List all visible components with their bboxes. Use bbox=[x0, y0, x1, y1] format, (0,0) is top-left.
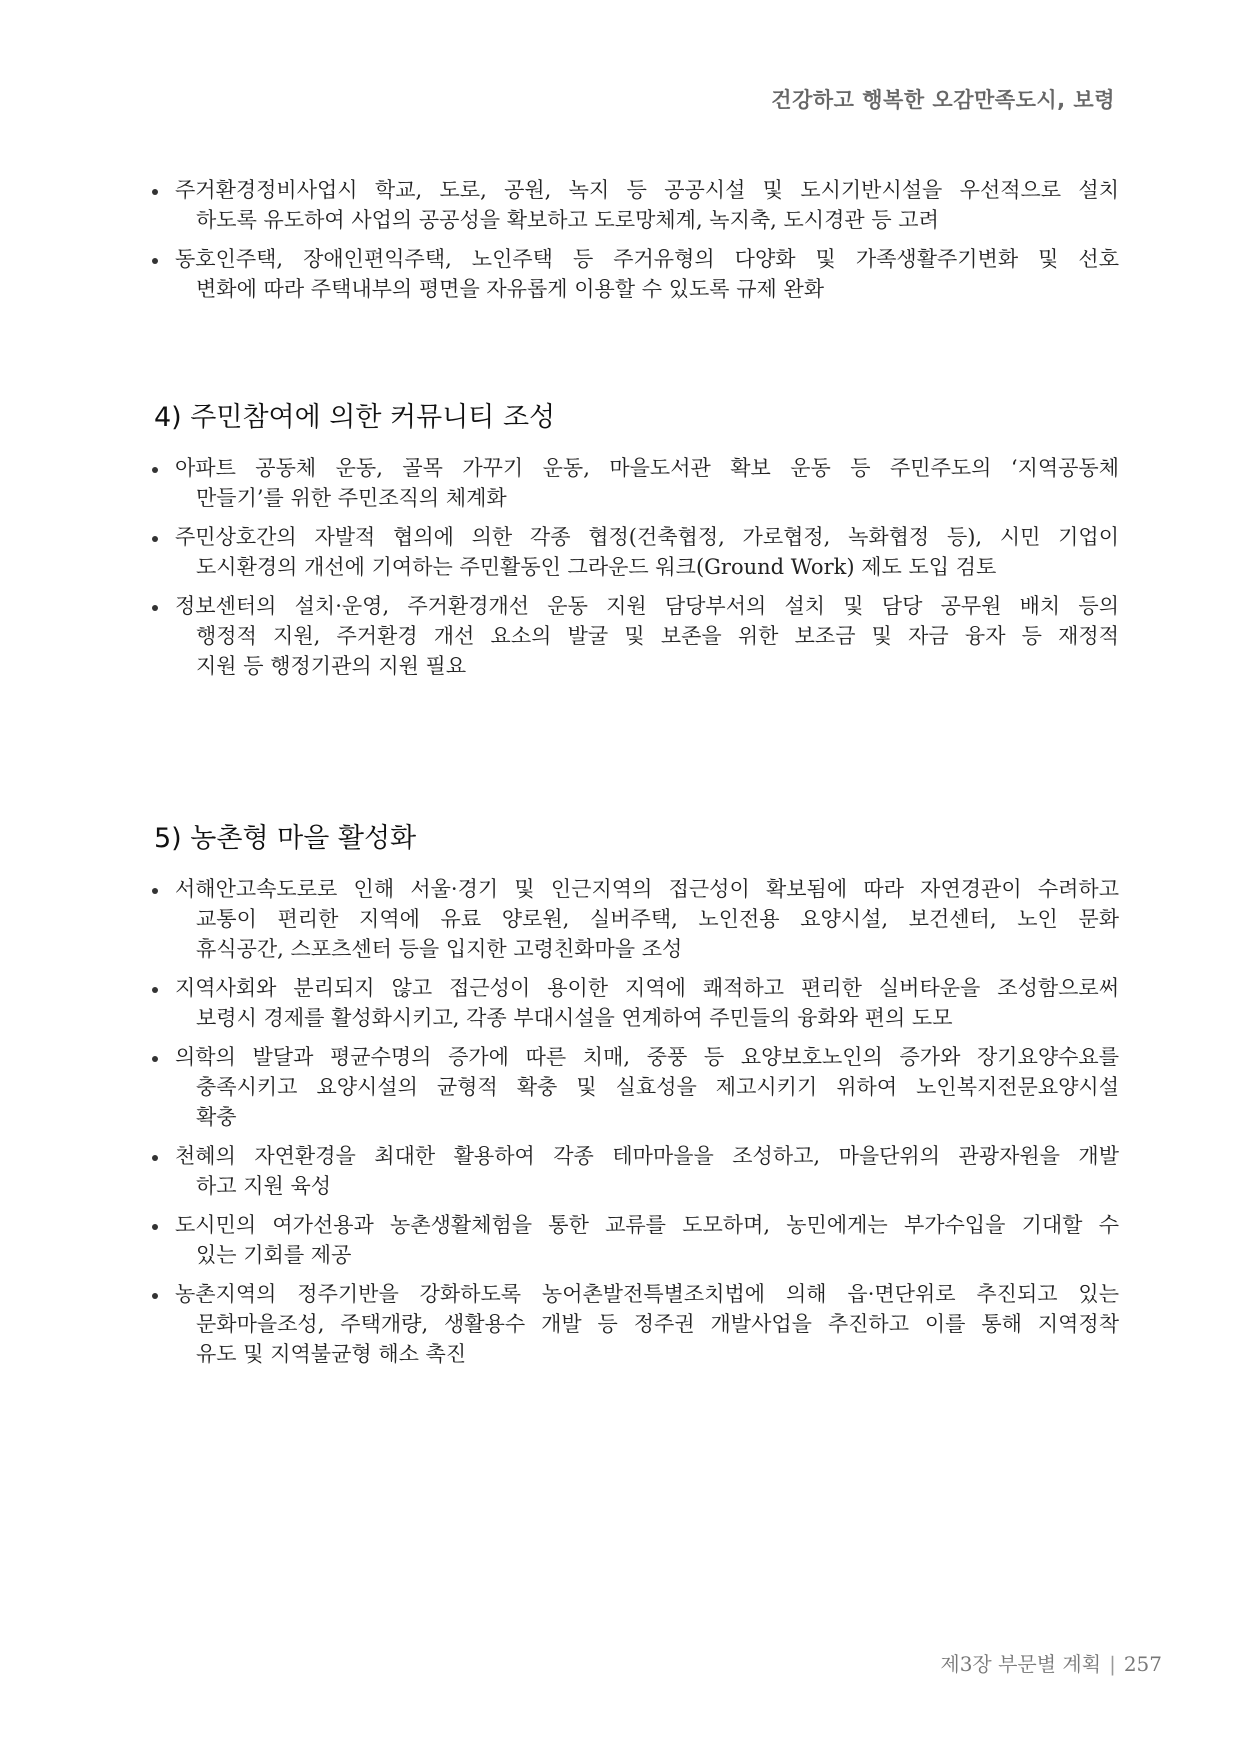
footer-chapter: 제3장 부문별 계획 bbox=[940, 1652, 1102, 1676]
list-item bbox=[175, 453, 1119, 513]
page-number: 257 bbox=[1123, 1652, 1162, 1676]
list-item bbox=[175, 522, 1119, 582]
list-item bbox=[175, 175, 1119, 235]
list-item-line: 의학의 발달과 평균수명의 증가에 따른 치매, 중풍 등 요양보호노인의 증가와 장기요양수요를 bbox=[175, 1045, 1119, 1069]
list-item-line: 아파트 공동체 운동, 골목 가꾸기 운동, 마을도서관 확보 운동 등 주민주도의 ‘지역공동체 bbox=[175, 456, 1119, 480]
list-item-line: 동호인주택, 장애인편익주택, 노인주택 등 주거유형의 다양화 및 가족생활주기변화 및 선호 bbox=[175, 247, 1119, 271]
list-item bbox=[175, 244, 1119, 304]
list-item-line: 충족시키고 요양시설의 균형적 확충 및 실효성을 제고시키기 위하여 노인복지전문요양시설 bbox=[196, 1075, 1119, 1099]
list-item-line: 주거환경정비사업시 학교, 도로, 공원, 녹지 등 공공시설 및 도시기반시설을 우선적으로 설치 bbox=[175, 178, 1119, 202]
footer-separator: | bbox=[1109, 1652, 1116, 1676]
list-item-line: 있는 기회를 제공 bbox=[196, 1243, 352, 1267]
bullet-icon bbox=[152, 1293, 158, 1299]
list-item-line: 변화에 따라 주택내부의 평면을 자유롭게 이용할 수 있도록 규제 완화 bbox=[196, 277, 825, 301]
bullet-icon bbox=[152, 987, 158, 993]
list-item-line: 행정적 지원, 주거환경 개선 요소의 발굴 및 보존을 위한 보조금 및 자금 융자 등 재정적 bbox=[196, 624, 1119, 648]
list-item bbox=[175, 1141, 1119, 1201]
bullet-icon bbox=[152, 467, 158, 473]
list-item-line: 도시민의 여가선용과 농촌생활체험을 통한 교류를 도모하며, 농민에게는 부가수입을 기대할 수 bbox=[175, 1213, 1119, 1237]
list-item-line: 농촌지역의 정주기반을 강화하도록 농어촌발전특별조치법에 의해 읍·면단위로 추진되고 있는 bbox=[175, 1282, 1119, 1306]
list-item bbox=[175, 591, 1119, 681]
list-item bbox=[175, 1210, 1119, 1270]
bullet-icon bbox=[152, 536, 158, 542]
page-footer bbox=[940, 1648, 1162, 1677]
list-item bbox=[175, 874, 1119, 964]
intro-list bbox=[175, 175, 1119, 313]
list-item-line: 하도록 유도하여 사업의 공공성을 확보하고 도로망체계, 녹지축, 도시경관 등 고려 bbox=[196, 208, 939, 232]
list-item-line: 지원 등 행정기관의 지원 필요 bbox=[196, 654, 467, 678]
list-item bbox=[175, 1279, 1119, 1369]
list-item-line: 지역사회와 분리되지 않고 접근성이 용이한 지역에 쾌적하고 편리한 실버타운을 조성함으로써 bbox=[175, 976, 1119, 1000]
list-item-line: 하고 지원 육성 bbox=[196, 1174, 332, 1198]
running-head: 건강하고 행복한 오감만족도시, 보령 bbox=[771, 88, 1115, 112]
list-item-line: 문화마을조성, 주택개량, 생활용수 개발 등 정주권 개발사업을 추진하고 이를 통해 지역정착 bbox=[196, 1312, 1119, 1336]
bullet-icon bbox=[152, 1155, 158, 1161]
bullet-icon bbox=[152, 888, 158, 894]
list-item-line: 서해안고속도로로 인해 서울·경기 및 인근지역의 접근성이 확보됨에 따라 자연경관이 수려하고 bbox=[175, 877, 1119, 901]
list-item-line: 주민상호간의 자발적 협의에 의한 각종 협정(건축협정, 가로협정, 녹화협정 등), 시민 기업이 bbox=[175, 525, 1119, 549]
section-5-title: 5) 농촌형 마을 활성화 bbox=[154, 823, 417, 854]
bullet-icon bbox=[152, 189, 158, 195]
section-4-list bbox=[175, 453, 1119, 690]
section-4-title: 4) 주민참여에 의한 커뮤니티 조성 bbox=[154, 402, 556, 433]
list-item-line: 교통이 편리한 지역에 유료 양로원, 실버주택, 노인전용 요양시설, 보건센터, 노인 문화 bbox=[196, 907, 1119, 931]
list-item-line: 도시환경의 개선에 기여하는 주민활동인 그라운드 워크(Ground Work) 제도 도입 검토 bbox=[196, 555, 997, 579]
list-item-line: 정보센터의 설치·운영, 주거환경개선 운동 지원 담당부서의 설치 및 담당 공무원 배치 등의 bbox=[175, 594, 1119, 618]
list-item bbox=[175, 973, 1119, 1033]
bullet-icon bbox=[152, 258, 158, 264]
list-item-line: 만들기’를 위한 주민조직의 체계화 bbox=[196, 486, 507, 510]
bullet-icon bbox=[152, 605, 158, 611]
section-5-list bbox=[175, 874, 1119, 1378]
list-item bbox=[175, 1042, 1119, 1132]
list-item-line: 휴식공간, 스포츠센터 등을 입지한 고령친화마을 조성 bbox=[196, 937, 683, 961]
bullet-icon bbox=[152, 1224, 158, 1230]
list-item-line: 보령시 경제를 활성화시키고, 각종 부대시설을 연계하여 주민들의 융화와 편의 도모 bbox=[196, 1006, 953, 1030]
list-item-line: 천혜의 자연환경을 최대한 활용하여 각종 테마마을을 조성하고, 마을단위의 관광자원을 개발 bbox=[175, 1144, 1119, 1168]
list-item-line: 확충 bbox=[196, 1105, 237, 1129]
bullet-icon bbox=[152, 1056, 158, 1062]
list-item-line: 유도 및 지역불균형 해소 촉진 bbox=[196, 1342, 467, 1366]
